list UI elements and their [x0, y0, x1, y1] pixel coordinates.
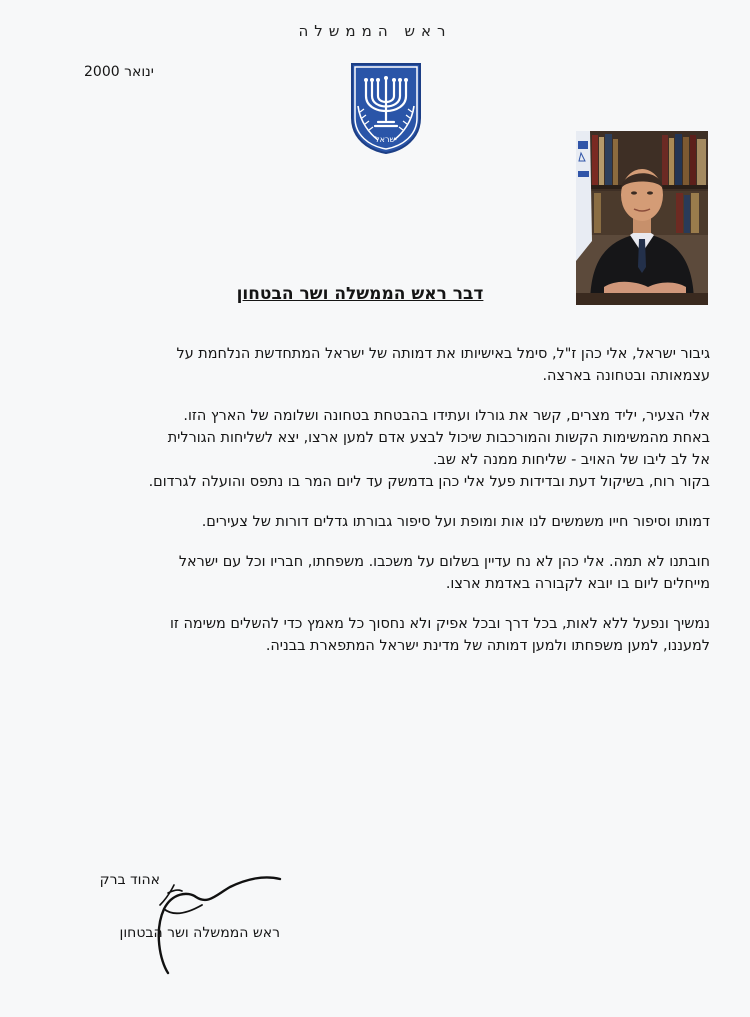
text-line: באחת מהמשימות הקשות והמורכבות שיכול לבצע אדם למען ארצו, יצא לשליחות הגורלית [167, 430, 710, 446]
paragraph [62, 551, 710, 595]
paragraph [62, 405, 710, 493]
text-line: גיבור ישראל, אלי כהן ז"ל, סימל באישיותו את דמותה של ישראל המתחדשת הנלחמת על [176, 346, 710, 362]
state-emblem-icon [348, 62, 424, 154]
paragraph [62, 613, 710, 657]
text-line: מייחלים ליום בו יובא לקבורה באדמת ארצו. [445, 576, 710, 592]
text-line: דמותו וסיפור חייו משמשים לנו אות ומופת ועל סיפור גבורתו גדלים דורות של צעירים. [201, 514, 710, 530]
text-line: חובתנו לא תמה. אלי כהן לא נח עדיין בשלום על משכבו. משפחתו, חבריו וכל עם ישראל [178, 554, 710, 570]
signatory-name: אהוד ברק [99, 872, 160, 888]
text-line: עצמאותה ובטחונה בארצה. [542, 368, 710, 384]
text-line: בקור רוח, בשיקול דעת ובדידות פעל אלי כהן בדמשק עד ליום המר בו נתפס והועלה לגרדום. [148, 474, 710, 490]
portrait-photo [576, 131, 708, 305]
text-line: נמשיך ונפעל ללא לאות, בכל דרך ובכל אפיק ולא נחסוך כל מאמץ כדי להשלים משימה זו [169, 616, 710, 632]
letter-date: ינואר 2000 [84, 64, 154, 80]
paragraph [62, 511, 710, 533]
letterhead: ראש הממשלה [298, 22, 452, 40]
signatory-role: ראש הממשלה ושר הבטחון [119, 925, 280, 941]
text-line: אלי הצעיר, יליד מצרים, קשר את גורלו ועתידו בהבטחת בטחונה ושלומה של הארץ הזו. [183, 408, 710, 424]
paragraph [62, 343, 710, 387]
emblem-text: ישראל [375, 135, 397, 144]
text-line: אל לב ליבו של האויב - שליחות ממנה לא שב. [432, 452, 710, 468]
letter-title: דבר ראש הממשלה ושר הבטחון [236, 284, 484, 304]
text-line: למעננו, למען משפחתו ולמען דמותה של מדינת ישראל המתפארת בבניה. [265, 638, 710, 654]
letter-body [62, 343, 710, 675]
